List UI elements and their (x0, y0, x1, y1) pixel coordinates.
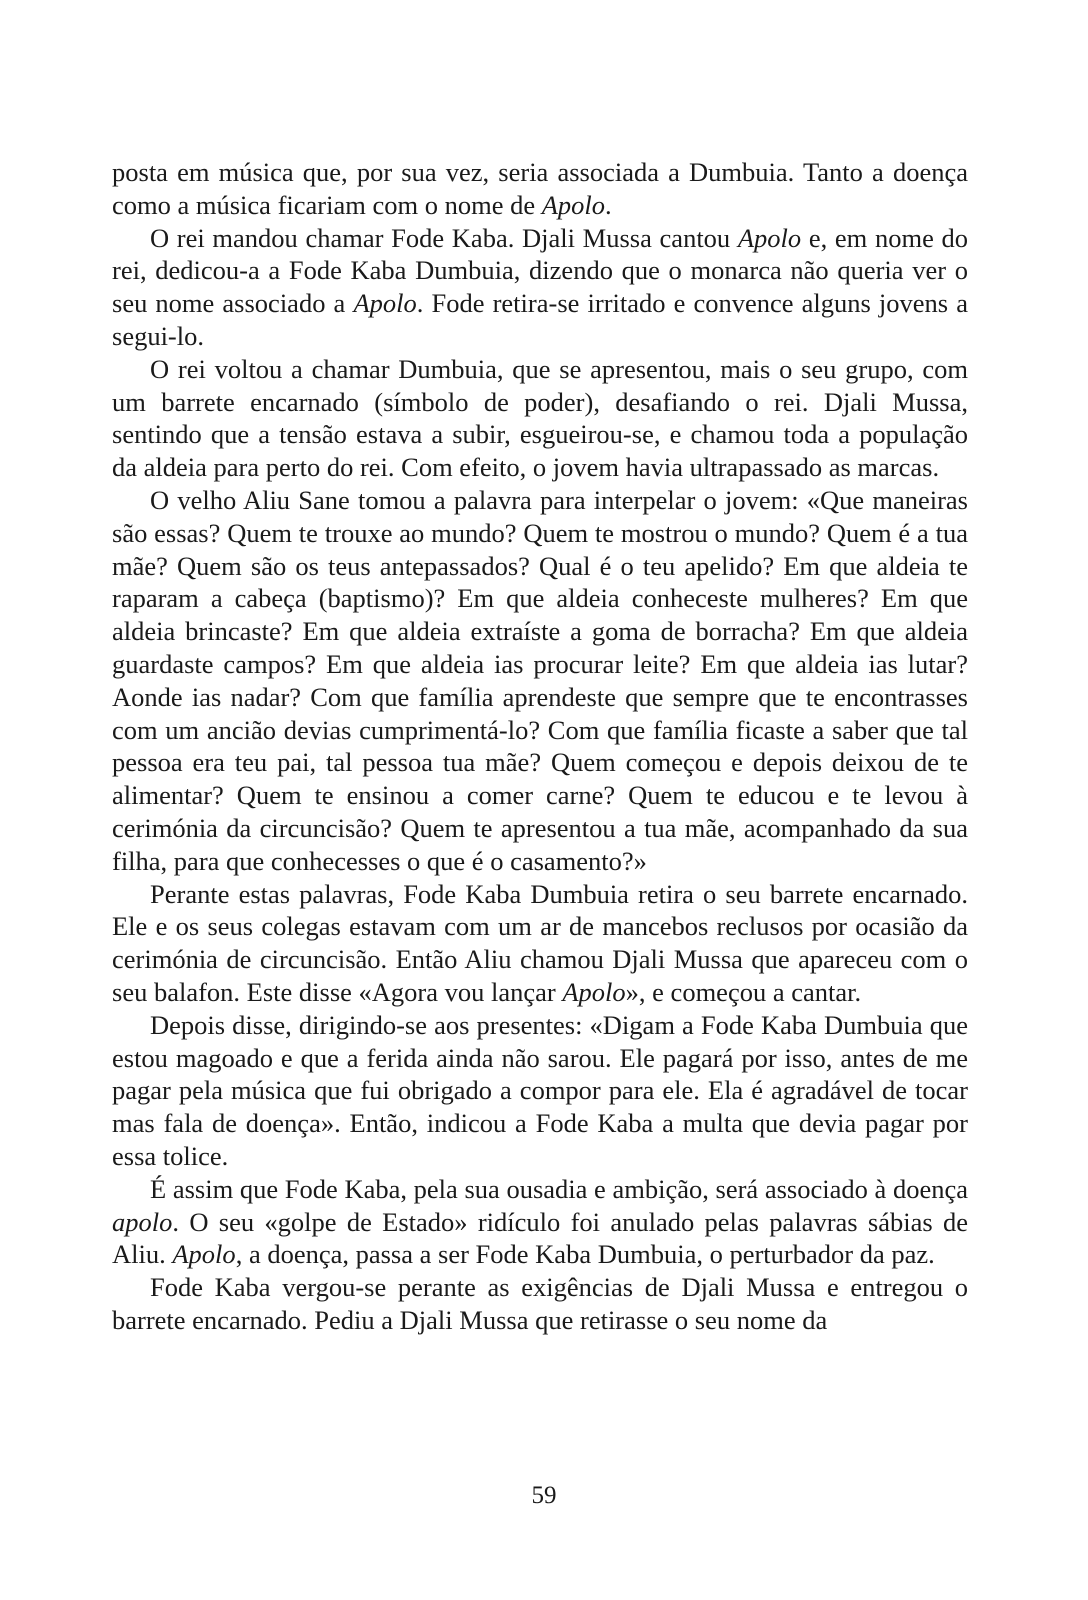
italic-segment: apolo (112, 1206, 173, 1237)
paragraph (112, 1173, 968, 1271)
italic-segment: Apolo (353, 288, 417, 319)
text-segment: posta em música que, por sua vez, seria associada a Dumbuia. Tanto a doença como a música ficariam com o nome de (112, 157, 968, 220)
text-segment: e, em nome do rei, dedicou-a a Fode Kaba Dumbuia, dizendo que o monarca não queria ver o seu nome associado a (112, 222, 969, 319)
text-segment: Fode Kaba vergou-se perante as exigências de Djali Mussa e entregou o barrete encarnado. Pediu a Djali Mussa que retirasse o seu nome da (112, 1272, 968, 1335)
text-segment: Depois disse, dirigindo-se aos presentes: «Digam a Fode Kaba Dumbuia que estou magoado e que a ferida ainda não sarou. Ele pagará por isso, antes de me pagar pela música que fui obrigado a compor para ele. Ela é agradável de tocar mas fala de doença». Então, indicou a Fode Kaba a multa que devia pagar por essa tolice. (112, 1009, 968, 1171)
text-segment: . O seu «golpe de Estado» ridículo foi anulado pelas palavras sábias de Aliu. (112, 1206, 968, 1270)
text-segment: O rei mandou chamar Fode Kaba. Djali Mussa cantou (150, 222, 738, 253)
text-segment: É assim que Fode Kaba, pela sua ousadia e ambição, será associado à doença (150, 1173, 968, 1204)
page-body (112, 156, 968, 1337)
paragraph (112, 484, 968, 878)
italic-segment: Apolo (562, 976, 626, 1007)
text-segment: O rei voltou a chamar Dumbuia, que se apresentou, mais o seu grupo, com um barrete encarnado (símbolo de poder), desafiando o rei. Djali Mussa, sentindo que a tensão estava a subir, esgueirou-se, e chamou toda a população da aldeia para perto do rei. Com efeito, o jovem havia ultrapassado as marcas. (112, 353, 968, 483)
paragraph (112, 878, 968, 1009)
paragraph (112, 156, 968, 222)
italic-segment: Apolo (737, 222, 802, 253)
paragraph (112, 1271, 968, 1337)
text-segment: », e começou a cantar. (625, 976, 862, 1007)
text-segment: O velho Aliu Sane tomou a palavra para interpelar o jovem: «Que maneiras são essas? Quem te trouxe ao mundo? Quem te mostrou o mundo? Quem é a tua mãe? Quem são os teus antepassados? Qual é o teu apelido? Em que aldeia te raparam a cabeça (baptismo)? Em que aldeia conheceste mulheres? Em que aldeia brincaste? Em que aldeia extraíste a goma de borracha? Em que aldeia guardaste campos? Em que aldeia ias procurar leite? Em que aldeia ias lutar? Aonde ias nadar? Com que família aprendeste que sempre que te encontrasses com um ancião devias cumprimentá-lo? Com que família ficaste a saber que tal pessoa era teu pai, tal pessoa tua mãe? Quem começou e depois deixou de te alimentar? Quem te ensinou a comer carne? Quem te educou e te levou à cerimónia da circuncisão? Quem te apresentou a tua mãe, acompanhado da sua filha, para que conhecesses o que é o casamento?» (112, 484, 968, 876)
italic-segment: Apolo (172, 1239, 236, 1270)
paragraph (112, 222, 968, 353)
italic-segment: Apolo (541, 189, 606, 220)
paragraph (112, 1009, 968, 1173)
text-segment: . (605, 189, 612, 220)
text-segment: . Fode retira-se irritado e convence alguns jovens a segui-lo. (112, 288, 968, 351)
paragraph (112, 353, 968, 484)
text-segment: Perante estas palavras, Fode Kaba Dumbuia retira o seu barrete encarnado. Ele e os seus colegas estavam com um ar de mancebos reclusos por ocasião da cerimónia de circuncisão. Então Aliu chamou Djali Mussa que apareceu com o seu balafon. Este disse «Agora vou lançar (112, 878, 968, 1007)
page-number: 59 (531, 1482, 557, 1509)
text-segment: , a doença, passa a ser Fode Kaba Dumbuia, o perturbador da paz. (235, 1239, 935, 1270)
